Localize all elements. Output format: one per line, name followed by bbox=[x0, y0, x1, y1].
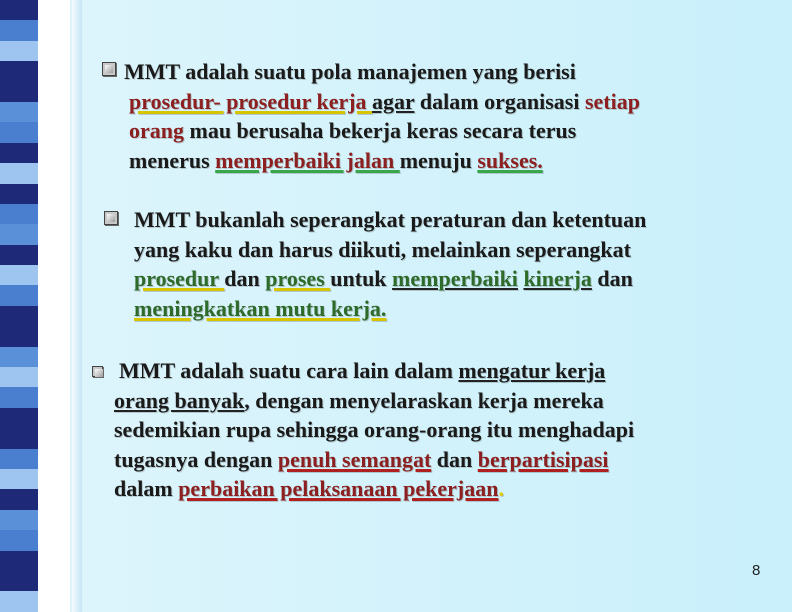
stripe-square bbox=[0, 510, 38, 530]
bullet-1-icon bbox=[102, 62, 116, 76]
stripe-cell bbox=[0, 245, 70, 265]
decorative-stripe-bar bbox=[0, 0, 70, 612]
stripe-cell bbox=[0, 530, 70, 550]
p1-line-1: MMT adalah suatu pola manajemen yang berisi bbox=[124, 59, 576, 84]
stripe-cell bbox=[0, 367, 70, 387]
stripe-square bbox=[0, 306, 38, 326]
stripe-gap bbox=[38, 20, 70, 40]
stripe-gap bbox=[38, 61, 70, 81]
stripe-gap bbox=[38, 102, 70, 122]
stripe-square bbox=[0, 143, 38, 163]
stripe-cell bbox=[0, 41, 70, 61]
stripe-square bbox=[0, 408, 38, 428]
p2-line-2: yang kaku dan harus diikuti, melainkan seperangkat bbox=[134, 236, 631, 262]
stripe-square bbox=[0, 367, 38, 387]
stripe-gap bbox=[38, 285, 70, 305]
stripe-cell bbox=[0, 571, 70, 591]
p2-line-3: prosedur dan proses untuk memperbaiki kinerja dan bbox=[134, 266, 633, 291]
p3-line-3: sedemikian rupa sehingga orang-orang itu menghadapi bbox=[114, 417, 635, 442]
p3-line-1: MMT adalah suatu cara lain dalam mengatur kerja bbox=[119, 358, 606, 383]
stripe-cell bbox=[0, 20, 70, 40]
stripe-square bbox=[0, 285, 38, 305]
stripe-gap bbox=[38, 408, 70, 428]
p2-line-4: meningkatkan mutu kerja. bbox=[134, 295, 387, 321]
stripe-gap bbox=[38, 449, 70, 469]
p3-line-4: tugasnya dengan penuh semangat dan berpartisipasi bbox=[114, 446, 609, 472]
stripe-gap bbox=[38, 326, 70, 346]
stripe-cell bbox=[0, 265, 70, 285]
stripe-square bbox=[0, 347, 38, 367]
stripe-square bbox=[0, 163, 38, 183]
stripe-gap bbox=[38, 184, 70, 204]
stripe-gap bbox=[38, 143, 70, 163]
stripe-square bbox=[0, 245, 38, 265]
stripe-square bbox=[0, 82, 38, 102]
stripe-cell bbox=[0, 510, 70, 530]
stripe-gap bbox=[38, 367, 70, 387]
stripe-square bbox=[0, 387, 38, 407]
stripe-square bbox=[0, 591, 38, 611]
stripe-gap bbox=[38, 489, 70, 509]
stripe-cell bbox=[0, 204, 70, 224]
stripe-cell bbox=[0, 82, 70, 102]
stripe-cell bbox=[0, 347, 70, 367]
stripe-gap bbox=[38, 224, 70, 244]
p3-line-5: dalam perbaikan pelaksanaan pekerjaan. bbox=[114, 476, 504, 501]
stripe-square bbox=[0, 41, 38, 61]
stripe-gap bbox=[38, 469, 70, 489]
stripe-square bbox=[0, 551, 38, 571]
p1-line-2: prosedur- prosedur kerja agar dalam organisasi setiap bbox=[129, 88, 640, 114]
stripe-square bbox=[0, 224, 38, 244]
stripe-square bbox=[0, 326, 38, 346]
stripe-cell bbox=[0, 326, 70, 346]
stripe-square bbox=[0, 204, 38, 224]
stripe-gap bbox=[38, 163, 70, 183]
stripe-gap bbox=[38, 306, 70, 326]
bullet-3-icon bbox=[92, 366, 103, 377]
stripe-square bbox=[0, 20, 38, 40]
stripe-cell bbox=[0, 122, 70, 142]
stripe-gap bbox=[38, 347, 70, 367]
stripe-gap bbox=[38, 551, 70, 571]
stripe-cell bbox=[0, 591, 70, 611]
stripe-gap bbox=[38, 204, 70, 224]
stripe-square bbox=[0, 102, 38, 122]
stripe-gap bbox=[38, 122, 70, 142]
paragraph-2 bbox=[134, 205, 784, 323]
stripe-gap bbox=[38, 571, 70, 591]
p2-line-1: MMT bukanlah seperangkat peraturan dan ketentuan bbox=[134, 207, 647, 232]
stripe-cell bbox=[0, 387, 70, 407]
stripe-square bbox=[0, 184, 38, 204]
stripe-square bbox=[0, 428, 38, 448]
stripe-cell bbox=[0, 489, 70, 509]
stripe-cell bbox=[0, 408, 70, 428]
stripe-square bbox=[0, 265, 38, 285]
stripe-gap bbox=[38, 530, 70, 550]
stripe-cell bbox=[0, 551, 70, 571]
stripe-cell bbox=[0, 61, 70, 81]
stripe-gap bbox=[38, 245, 70, 265]
stripe-square bbox=[0, 449, 38, 469]
stripe-square bbox=[0, 571, 38, 591]
stripe-square bbox=[0, 530, 38, 550]
stripe-gap bbox=[38, 428, 70, 448]
stripe-gap bbox=[38, 0, 70, 20]
bullet-2-icon bbox=[104, 211, 118, 225]
stripe-cell bbox=[0, 224, 70, 244]
stripe-gap bbox=[38, 510, 70, 530]
stripe-square bbox=[0, 489, 38, 509]
p3-line-2: orang banyak, dengan menyelaraskan kerja mereka bbox=[114, 387, 604, 413]
paragraph-1 bbox=[124, 57, 774, 175]
stripe-cell bbox=[0, 102, 70, 122]
stripe-cell bbox=[0, 285, 70, 305]
stripe-square bbox=[0, 122, 38, 142]
stripe-cell bbox=[0, 163, 70, 183]
stripe-cell bbox=[0, 0, 70, 20]
stripe-square bbox=[0, 0, 38, 20]
stripe-gap bbox=[38, 41, 70, 61]
stripe-gap bbox=[38, 387, 70, 407]
p1-line-3: orang mau berusaha bekerja keras secara terus bbox=[129, 118, 577, 143]
stripe-cell bbox=[0, 306, 70, 326]
stripe-cell bbox=[0, 469, 70, 489]
stripe-cell bbox=[0, 428, 70, 448]
page-number: 8 bbox=[752, 562, 761, 579]
stripe-cell bbox=[0, 143, 70, 163]
decorative-divider bbox=[72, 0, 82, 612]
stripe-square bbox=[0, 61, 38, 81]
p1-line-4: menerus memperbaiki jalan menuju sukses. bbox=[129, 147, 543, 173]
paragraph-3 bbox=[114, 356, 774, 504]
stripe-cell bbox=[0, 184, 70, 204]
stripe-gap bbox=[38, 591, 70, 611]
stripe-gap bbox=[38, 82, 70, 102]
stripe-cell bbox=[0, 449, 70, 469]
stripe-square bbox=[0, 469, 38, 489]
stripe-gap bbox=[38, 265, 70, 285]
